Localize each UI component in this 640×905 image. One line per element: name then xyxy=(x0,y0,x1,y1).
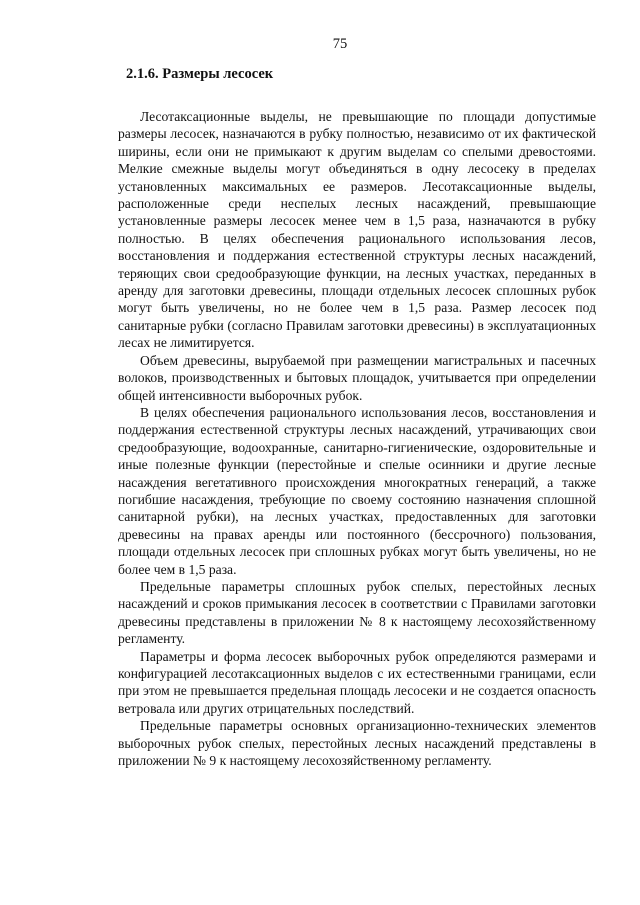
paragraph-3: В целях обеспечения рационального использования лесов, восстановления и поддержания естественной структуры лесных насаждений, утрачивающих свои средообразующие, водоохранные, санитарно-гигиенические, оздоровительные и иные полезные функции (перестойные и спелые осинники и другие лесные насаждения вегетативного происхождения многократных генераций, а также погибшие насаждения, требующие по своему состоянию назначения сплошной санитарной рубки), на лесных участках, предоставленных для заготовки древесины на правах аренды или постоянного (бессрочного) пользования, площади отдельных лесосек при сплошных рубках могут быть увеличены, но не более чем в 1,5 раза. xyxy=(118,404,596,577)
paragraph-1: Лесотаксационные выделы, не превышающие по площади допустимые размеры лесосек, назначаются в рубку полностью, независимо от их фактической ширины, если они не примыкают к другим выделам со спелыми древостоями. Мелкие смежные выделы могут объединяться в одну лесосеку в пределах установленных максимальных ее размеров. Лесотаксационные выделы, расположенные среди неспелых лесных насаждений, превышающие установленные размеры лесосек менее чем в 1,5 раза, назначаются в рубку полностью. В целях обеспечения рационального использования лесов, восстановления и поддержания естественной структуры лесных насаждений, теряющих свои средообразующие функции, на лесных участках, переданных в аренду для заготовки древесины, площади отдельных лесосек сплошных рубок могут быть увеличены, но не более чем в 1,5 раза. Размер лесосек под санитарные рубки (согласно Правилам заготовки древесины) в эксплуатационных лесах не лимитируется. xyxy=(118,109,596,351)
document-body xyxy=(118,108,596,769)
paragraph-2: Объем древесины, вырубаемой при размещении магистральных и пасечных волоков, производственных и бытовых площадок, учитывается при определении общей интенсивности выборочных рубок. xyxy=(118,352,596,403)
paragraph-6: Предельные параметры основных организационно-технических элементов выборочных рубок спелых, перестойных лесных насаждений представлены в приложении № 9 к настоящему лесохозяйственному регламенту. xyxy=(118,718,596,769)
paragraph-5: Параметры и форма лесосек выборочных рубок определяются размерами и конфигурацией лесотаксационных выделов с их естественными границами, если при этом не превышается предельная площадь лесосеки и не создается опасность ветровала или других отрицательных последствий. xyxy=(118,648,596,716)
page-number: 75 xyxy=(332,36,348,52)
paragraph-4: Предельные параметры сплошных рубок спелых, перестойных лесных насаждений и сроков примыкания лесосек в соответствии с Правилами заготовки древесины представлены в приложении № 8 к настоящему лесохозяйственному регламенту. xyxy=(118,578,596,647)
section-heading: 2.1.6. Размеры лесосек xyxy=(126,66,274,82)
